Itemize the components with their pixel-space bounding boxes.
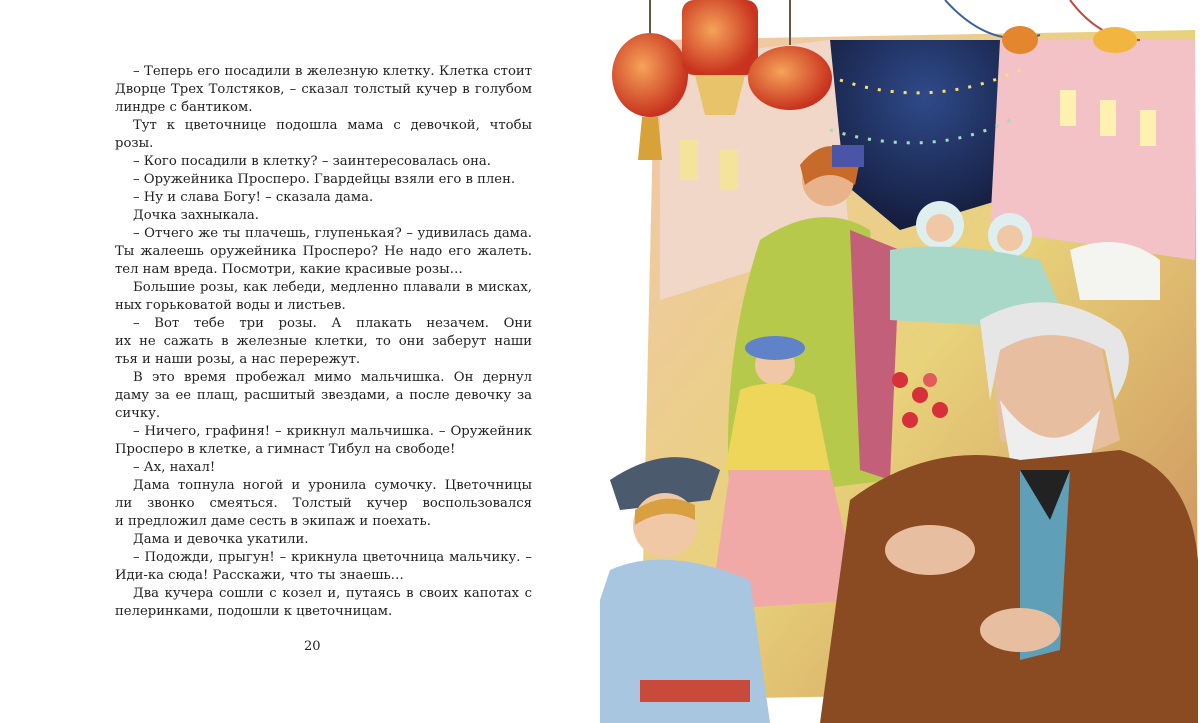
text-line: – Отчего же ты плачешь, глупенькая? – удивилась дама.	[133, 226, 532, 241]
text-line: – Подожди, прыгун! – крикнула цветочница мальчику. –	[133, 550, 532, 565]
text-line: даму за ее плащ, расшитый звездами, а после девочку за	[115, 388, 532, 403]
text-line: Большие розы, как лебеди, медленно плавали в мисках,	[133, 280, 532, 295]
text-line: линдре с бантиком.	[115, 100, 253, 115]
text-line: – Вот тебе три розы. А плакать незачем. Они	[133, 316, 532, 331]
text-line: В это время пробежал мимо мальчишка. Он дернул	[133, 370, 532, 385]
text-line: Два кучера сошли с козел и, путаясь в своих капотах с	[133, 586, 532, 601]
book-page-text	[115, 63, 532, 621]
text-line: – Теперь его посадили в железную клетку. Клетка стоит	[133, 64, 532, 79]
text-line: – Ну и слава Богу! – сказала дама.	[133, 190, 374, 205]
text-line: Иди-ка сюда! Расскажи, что ты знаешь…	[115, 568, 404, 583]
text-line: – Ах, нахал!	[133, 460, 216, 475]
text-line: – Ничего, графиня! – крикнул мальчишка. – Оружейник	[133, 424, 532, 439]
text-line: тья и наши розы, а нас перережут.	[115, 352, 361, 367]
text-line: Дворце Трех Толстяков, – сказал толстый кучер в голубом	[115, 82, 532, 97]
text-line: Ты жалеешь оружейника Просперо? Не надо его жалеть.	[115, 244, 532, 259]
text-line: Тут к цветочнице подошла мама с девочкой, чтобы	[133, 118, 532, 133]
text-line: Дама топнула ногой и уронила сумочку. Цветочницы	[133, 478, 532, 493]
text-line: Дама и девочка укатили.	[133, 532, 309, 547]
text-line: их не сажать в железные клетки, то они заберут наши	[115, 334, 532, 349]
text-line: ных горьковатой воды и листьев.	[115, 298, 346, 313]
text-line: Просперо в клетке, а гимнаст Тибул на свободе!	[115, 442, 456, 457]
text-line: тел нам вреда. Посмотри, какие красивые розы…	[115, 262, 463, 277]
text-line: – Оружейника Просперо. Гвардейцы взяли его в плен.	[133, 172, 516, 187]
text-line: розы.	[115, 136, 154, 151]
page-number: 20	[304, 639, 321, 654]
text-line: ли звонко смеяться. Толстый кучер воспользовался	[115, 496, 532, 511]
text-line: – Кого посадили в клетку? – заинтересовалась она.	[133, 154, 491, 169]
text-line: сичку.	[115, 406, 161, 421]
text-line: и предложил даме сесть в экипаж и поехать.	[115, 514, 431, 529]
text-line: Дочка захныкала.	[133, 208, 259, 223]
text-line: пелеринками, подошли к цветочницам.	[115, 604, 393, 619]
illustration	[600, 0, 1200, 723]
